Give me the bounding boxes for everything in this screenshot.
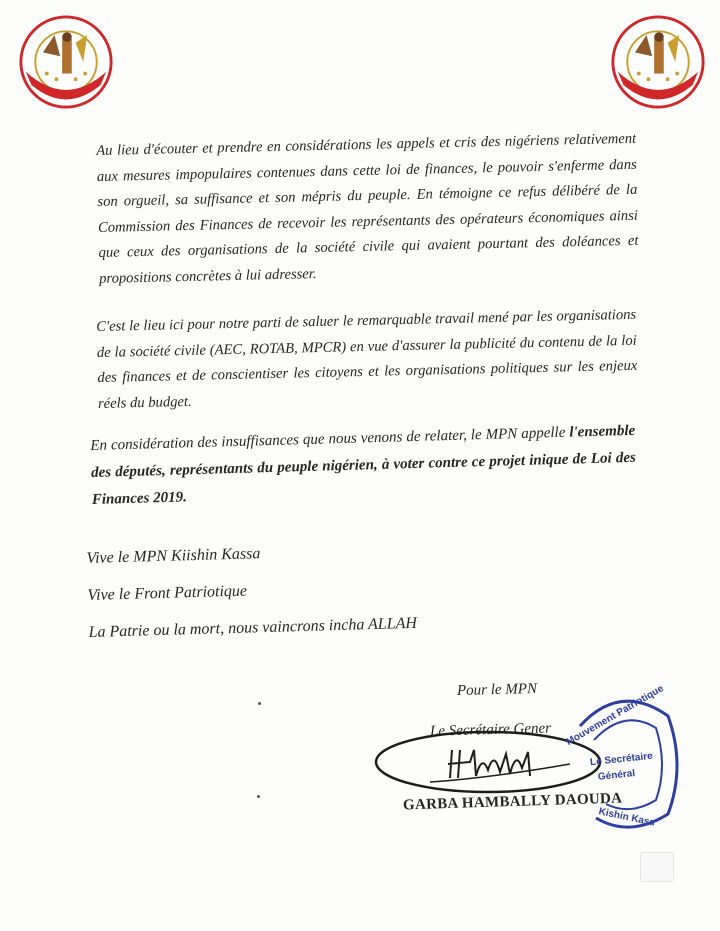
party-logo-right — [610, 14, 706, 110]
for-label: Pour le MPN — [456, 680, 538, 700]
slogans-list — [86, 528, 509, 651]
scan-speck — [258, 702, 261, 705]
paragraph-criticism: Au lieu d'écouter et prendre en considérations les appels et cris des nigériens relativement aux mesures impopulaires contenues dans cette loi de finances, le pouvoir s'enferme dans son orgueil, sa suffisance et son mépris du peuple. En témoigne ce refus délibéré de la Commission des Finances de recevoir les représentants des opérateurs économiques ainsi que ceux des organisations de la société civile qui avaient pourtant des doléances et propositions concrètes à lui adresser. — [96, 130, 639, 287]
corner-scan-mark — [640, 852, 674, 882]
paragraph-civil-society: C'est le lieu ici pour notre parti de saluer le remarquable travail mené par les organisations de la société civile (AEC, ROTAB, MPCR) en vue d'assurer la publicité du contenu de la loi des finances et de conscientiser les citoyens et les organisations politiques sur les enjeux réels du budget. — [96, 306, 638, 412]
party-emblem-icon — [18, 14, 114, 110]
call-intro: En considération des insuffisances que nous venons de relater, le MPN appelle — [90, 424, 566, 454]
stamp-organization: Mouvement Patriotique — [564, 683, 666, 748]
signer-role: Le Secrétaire Gener — [429, 720, 552, 740]
stamp-place: Kishin Kass — [597, 806, 656, 829]
paragraph-call-to-vote — [90, 418, 637, 514]
call-bold: l'ensemble des députés, représentants du peuple nigérien, à voter contre ce projet inique de Loi des Finances 2019. — [90, 422, 637, 508]
stamp-role-line-2: Général — [597, 768, 636, 783]
slogan-item: La Patrie ou la mort, nous vaincrons incha ALLAH — [88, 614, 418, 641]
stamp-role-line-1: Le Secrétaire — [589, 750, 654, 769]
signature-block — [400, 680, 700, 850]
slogan-item: Vive le Front Patriotique — [87, 582, 248, 604]
scan-speck — [257, 795, 260, 798]
slogan-item: Vive le MPN Kiishin Kassa — [86, 545, 261, 567]
signer-name: GARBA HAMBALLY DAOUDA — [402, 790, 623, 814]
party-emblem-icon — [610, 14, 706, 110]
party-logo-left — [18, 14, 114, 110]
